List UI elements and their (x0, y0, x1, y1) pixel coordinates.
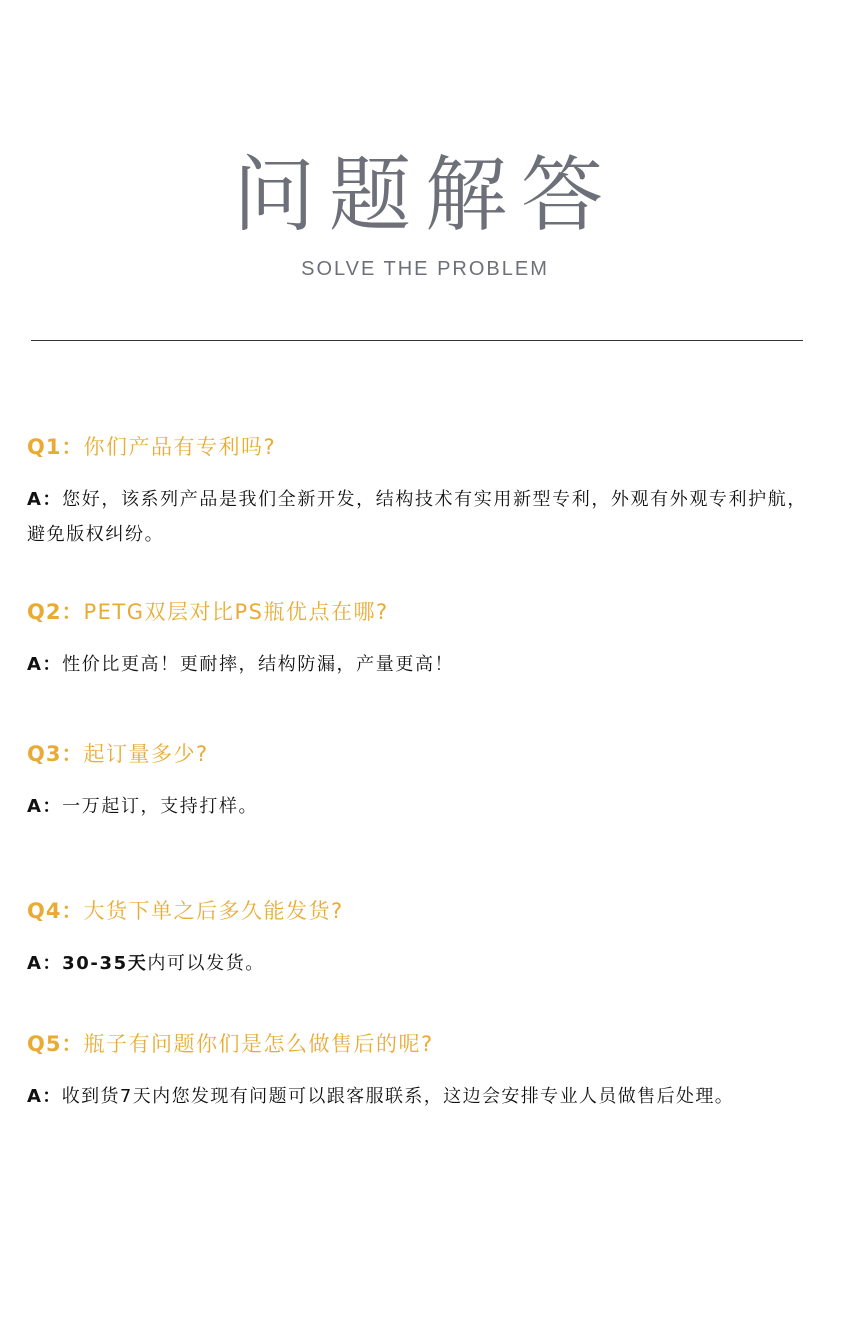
question-label: Q4： (27, 899, 84, 923)
faq-question-3 (27, 740, 209, 768)
answer-text: 您好，该系列产品是我们全新开发，结构技术有实用新型专利，外观有外观专利护航，避免版权纠纷。 (27, 489, 807, 545)
answer-label: A： (27, 489, 63, 510)
answer-label: A： (27, 796, 63, 817)
faq-answer-3 (27, 789, 258, 824)
faq-question-2 (27, 598, 389, 626)
question-text: 大货下单之后多久能发货? (83, 899, 344, 923)
answer-label: A： (27, 953, 63, 974)
question-text: 起订量多少? (83, 742, 209, 766)
header-divider (31, 340, 803, 341)
question-text: PETG双层对比PS瓶优点在哪? (83, 600, 389, 624)
faq-answer-4 (27, 946, 265, 981)
faq-answer-2 (27, 647, 454, 682)
question-label: Q3： (27, 742, 84, 766)
answer-label: A： (27, 1086, 62, 1107)
question-text: 你们产品有专利吗? (83, 435, 277, 459)
faq-question-5 (27, 1030, 434, 1058)
question-text: 瓶子有问题你们是怎么做售后的呢? (83, 1032, 434, 1056)
faq-answer-1 (27, 482, 817, 552)
answer-text: 一万起订，支持打样。 (62, 796, 259, 817)
question-label: Q2： (27, 600, 84, 624)
faq-answer-5 (27, 1079, 734, 1114)
answer-text: 收到货7天内您发现有问题可以跟客服联系，这边会安排专业人员做售后处理。 (61, 1086, 735, 1107)
faq-question-1 (27, 433, 276, 461)
question-label: Q5： (27, 1032, 84, 1056)
answer-text: 内可以发货。 (147, 953, 265, 974)
faq-question-4 (27, 897, 344, 925)
answer-text: 性价比更高！更耐摔，结构防漏，产量更高！ (62, 654, 455, 675)
page-subtitle: SOLVE THE PROBLEM (301, 258, 549, 280)
answer-highlight: 30-35天 (62, 953, 148, 974)
question-label: Q1： (27, 435, 84, 459)
page-title: 问题解答 (232, 148, 617, 243)
answer-label: A： (27, 654, 63, 675)
